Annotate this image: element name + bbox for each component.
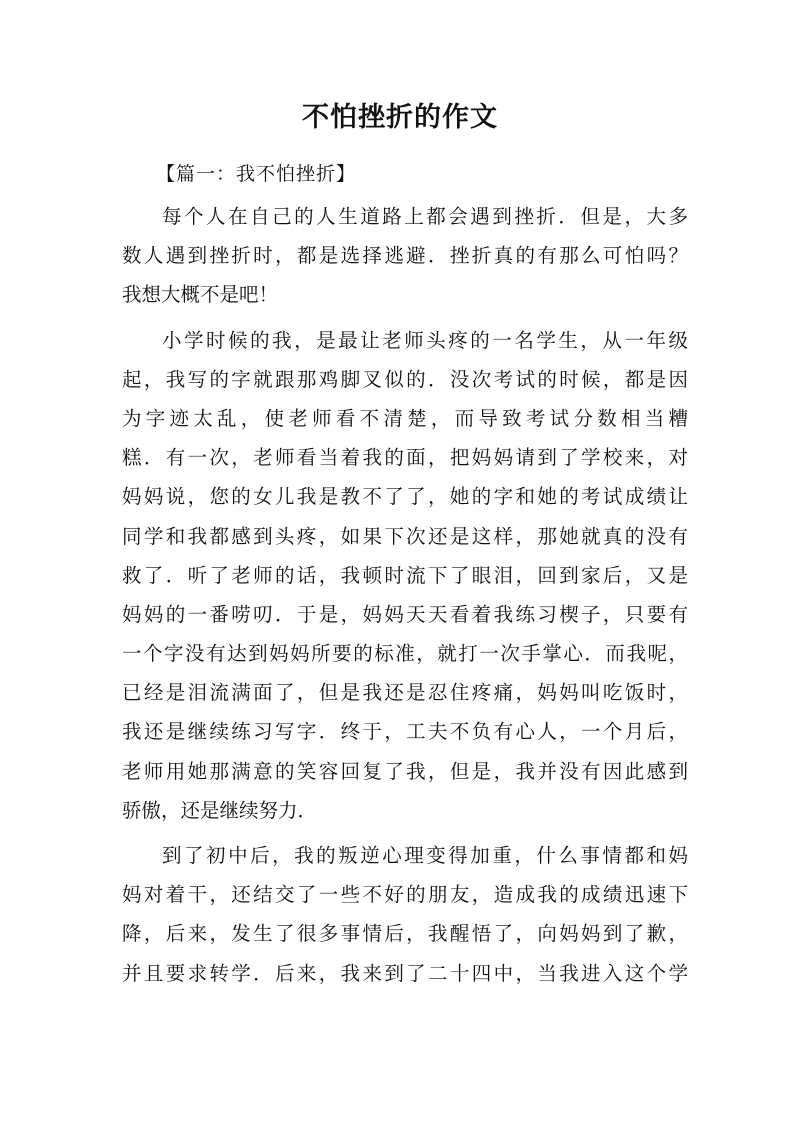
- paragraph-3: [122, 836, 688, 993]
- text-line: 救了．听了老师的话，我顿时流下了眼泪，回到家后，又是: [122, 563, 688, 587]
- text-line: 妈妈说，您的女儿我是教不了了，她的字和她的考试成绩让: [122, 485, 688, 509]
- text-line: 起，我写的字就跟那鸡脚叉似的．没次考试的时候，都是因: [122, 367, 688, 391]
- text-line: 糕．有一次，老师看当着我的面，把妈妈请到了学校来，对: [122, 446, 688, 470]
- text-line: 妈对着干，还结交了一些不好的朋友，造成我的成绩迅速下: [122, 883, 688, 907]
- text-line: 一个字没有达到妈妈所要的标准，就打一次手掌心．而我呢，: [122, 642, 688, 666]
- text-line: 每个人在自己的人生道路上都会遇到挫折．但是，大多: [162, 205, 688, 228]
- essay-body: [122, 197, 688, 993]
- text-line: 已经是泪流满面了，但是我还是忍住疼痛，妈妈叫吃饭时，: [122, 681, 688, 705]
- text-line: 骄傲，还是继续努力．: [122, 798, 318, 822]
- text-line: 降，后来，发生了很多事情后，我醒悟了，向妈妈到了歉，: [122, 922, 688, 946]
- text-line: 小学时候的我，是最让老师头疼的一名学生，从一年级: [162, 328, 688, 352]
- text-line: 妈妈的一番唠叨．于是，妈妈天天看着我练习楔子，只要有: [122, 602, 688, 626]
- text-line: 为字迹太乱，使老师看不清楚，而导致考试分数相当糟: [122, 406, 688, 430]
- text-line: 并且要求转学．后来，我来到了二十四中，当我进入这个学: [122, 961, 688, 985]
- text-line: 我想大概不是吧！: [122, 283, 279, 307]
- text-line: 我还是继续练习写字．终于，工夫不负有心人，一个月后，: [122, 720, 688, 744]
- text-line: 老师用她那满意的笑容回复了我，但是，我并没有因此感到: [122, 759, 688, 783]
- paragraph-1: [122, 197, 688, 315]
- text-line: 到了初中后，我的叛逆心理变得加重，什么事情都和妈: [162, 844, 688, 867]
- section-heading: 【篇一：我不怕挫折】: [156, 163, 357, 185]
- text-line: 同学和我都感到头疼，如果下次还是这样，那她就真的没有: [122, 524, 688, 548]
- text-line: 数人遇到挫折时，都是选择逃避．挫折真的有那么可怕吗？: [122, 244, 688, 268]
- document-title: 不怕挫折的作文: [302, 102, 498, 133]
- paragraph-2: [122, 321, 688, 830]
